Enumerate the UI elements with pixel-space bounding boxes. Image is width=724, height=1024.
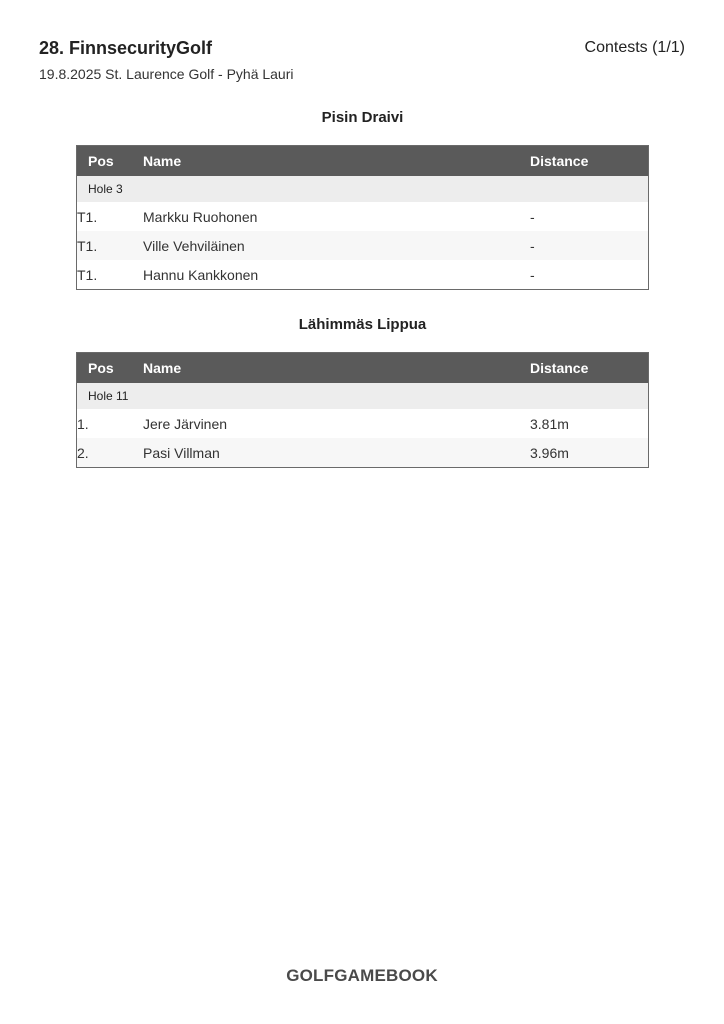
cell-pos: T1. <box>77 260 144 290</box>
contest-closest-to-pin <box>76 315 649 468</box>
column-header-name: Name <box>143 353 530 384</box>
cell-pos: 1. <box>77 409 144 438</box>
column-header-distance: Distance <box>530 146 649 177</box>
cell-name: Pasi Villman <box>143 438 530 468</box>
cell-pos: 2. <box>77 438 144 468</box>
table-row <box>77 260 649 290</box>
contest-title: Pisin Draivi <box>321 109 404 126</box>
golfgamebook-logo: GOLFGAMEBOOK <box>286 966 438 985</box>
results-table <box>76 145 649 290</box>
cell-pos: T1. <box>77 202 144 231</box>
column-header-pos: Pos <box>77 353 144 384</box>
cell-distance: 3.81m <box>530 409 649 438</box>
table-row <box>77 438 649 468</box>
table-row <box>77 231 649 260</box>
cell-distance: - <box>530 260 649 290</box>
cell-name: Jere Järvinen <box>143 409 530 438</box>
results-table <box>76 352 649 468</box>
contest-title: Lähimmäs Lippua <box>298 316 427 333</box>
column-header-pos: Pos <box>77 146 144 177</box>
table-header-row <box>77 353 649 384</box>
cell-distance: 3.96m <box>530 438 649 468</box>
cell-distance: - <box>530 231 649 260</box>
column-header-name: Name <box>143 146 530 177</box>
contest-longest-drive <box>76 108 649 290</box>
hole-label: Hole 11 <box>77 383 649 409</box>
table-row <box>77 202 649 231</box>
column-header-distance: Distance <box>530 353 649 384</box>
table-header-row <box>77 146 649 177</box>
hole-label: Hole 3 <box>77 176 649 202</box>
event-title: 28. FinnsecurityGolf <box>39 38 213 58</box>
cell-pos: T1. <box>77 231 144 260</box>
hole-row <box>77 383 649 409</box>
page-label: Contests (1/1) <box>584 39 685 56</box>
cell-name: Markku Ruohonen <box>143 202 530 231</box>
cell-name: Hannu Kankkonen <box>143 260 530 290</box>
cell-name: Ville Vehviläinen <box>143 231 530 260</box>
hole-row <box>77 176 649 202</box>
table-row <box>77 409 649 438</box>
cell-distance: - <box>530 202 649 231</box>
event-subtitle: 19.8.2025 St. Laurence Golf - Pyhä Lauri <box>39 66 294 82</box>
